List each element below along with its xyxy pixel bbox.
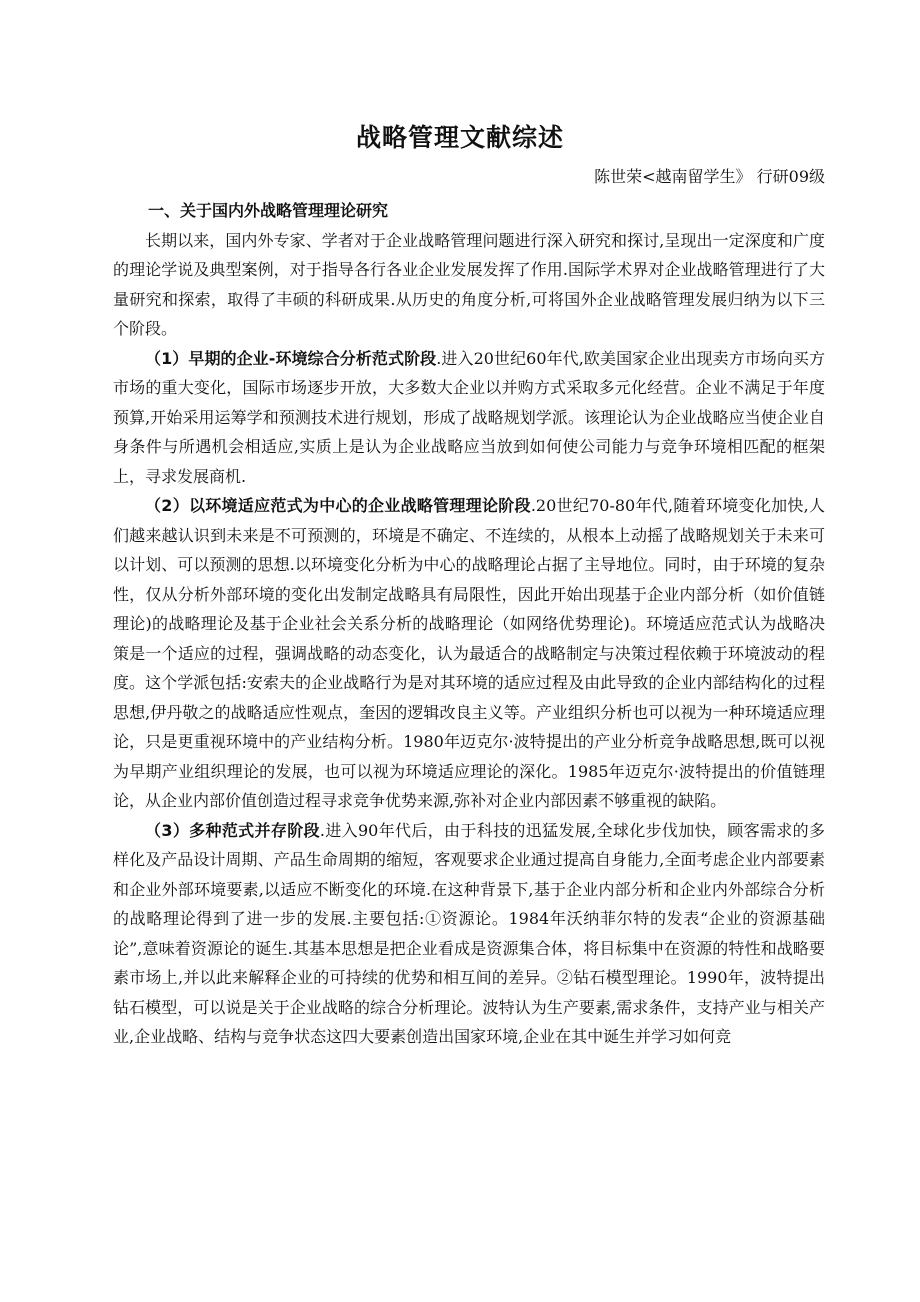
author-line: 陈世荣<越南留学生》 行研09级: [594, 167, 825, 186]
stage3-heading: （3）多种范式并存阶段: [145, 820, 320, 840]
stage3-paragraph: [113, 816, 825, 1052]
section-heading: 一、关于国内外战略管理理论研究: [148, 201, 389, 220]
stage2-text: .20世纪70-80年代,随着环境变化加快,人们越来越认识到未来是不可预测的，环境是不确定、不连续的，从根本上动摇了战略规划关于未来可以计划、可以预测的思想.以环境变化分析为中心的战略理论占据了主导地位。同时，由于环境的复杂性，仅从分析外部环境的变化出发制定战略具有局限性，因此开始出现基于企业内部分析（如价值链理论)的战略理论及基于企业社会关系分析的战略理论（如网络优势理论)。环境适应范式认为战略决策是一个适应的过程，强调战略的动态变化，认为最适合的战略制定与决策过程依赖于环境波动的程度。这个学派包括:安索夫的企业战略行为是对其环境的适应过程及由此导致的企业内部结构化的过程思想,伊丹敬之的战略适应性观点，奎因的逻辑改良主义等。产业组织分析也可以视为一种环境适应理论，只是更重视环境中的产业结构分析。1980年迈克尔·波特提出的产业分析竞争战略思想,既可以视为早期产业组织理论的发展，也可以视为环境适应理论的深化。1985年迈克尔·波特提出的价值链理论，从企业内部价值创造过程寻求竞争优势来源,弥补对企业内部因素不够重视的缺陷。: [113, 496, 825, 810]
stage1-paragraph: [113, 344, 825, 492]
stage1-text: .进入20世纪60年代,欧美国家企业出现卖方市场向买方市场的重大变化，国际市场逐步开放，大多数大企业以并购方式采取多元化经营。企业不满足于年度预算,开始采用运筹学和预测技术进行规划，形成了战略规划学派。该理论认为企业战略应当使企业自身条件与所遇机会相适应,实质上是认为企业战略应当放到如何使公司能力与竞争环境相匹配的框架上，寻求发展商机.: [113, 348, 825, 486]
stage2-paragraph: [113, 491, 825, 816]
document-title: 战略管理文献综述: [355, 123, 564, 152]
stage2-heading: （2）以环境适应范式为中心的企业战略管理理论阶段: [145, 496, 531, 515]
stage3-text: .进入90年代后，由于科技的迅猛发展,全球化步伐加快，顾客需求的多样化及产品设计周期、产品生命周期的缩短，客观要求企业通过提高自身能力,全面考虑企业内部要素和企业外部环境要素,以适应不断变化的环境.在这种背景下,基于企业内部分析和企业内外部综合分析的战略理论得到了进一步的发展.主要包括:①资源论。1984年沃纳菲尔特的发表“企业的资源基础论”,意味着资源论的诞生.其基本思想是把企业看成是资源集合体，将目标集中在资源的特性和战略要素市场上,并以此来解释企业的可持续的优势和相互间的差异。②钻石模型理论。1990年，波特提出钻石模型，可以说是关于企业战略的综合分析理论。波特认为生产要素,需求条件，支持产业与相关产业,企业战略、结构与竞争状态这四大要素创造出国家环境,企业在其中诞生并学习如何竞: [113, 820, 825, 1046]
document-body: [113, 196, 825, 1052]
intro-paragraph: 长期以来，国内外专家、学者对于企业战略管理问题进行深入研究和探讨,呈现出一定深度和广度的理论学说及典型案例，对于指导各行各业企业发展发挥了作用.国际学术界对企业战略管理进行了大量研究和探索，取得了丰硕的科研成果.从历史的角度分析,可将国外企业战略管理发展归纳为以下三个阶段。: [113, 230, 825, 338]
stage1-heading: （1）早期的企业-环境综合分析范式阶段: [145, 348, 437, 368]
